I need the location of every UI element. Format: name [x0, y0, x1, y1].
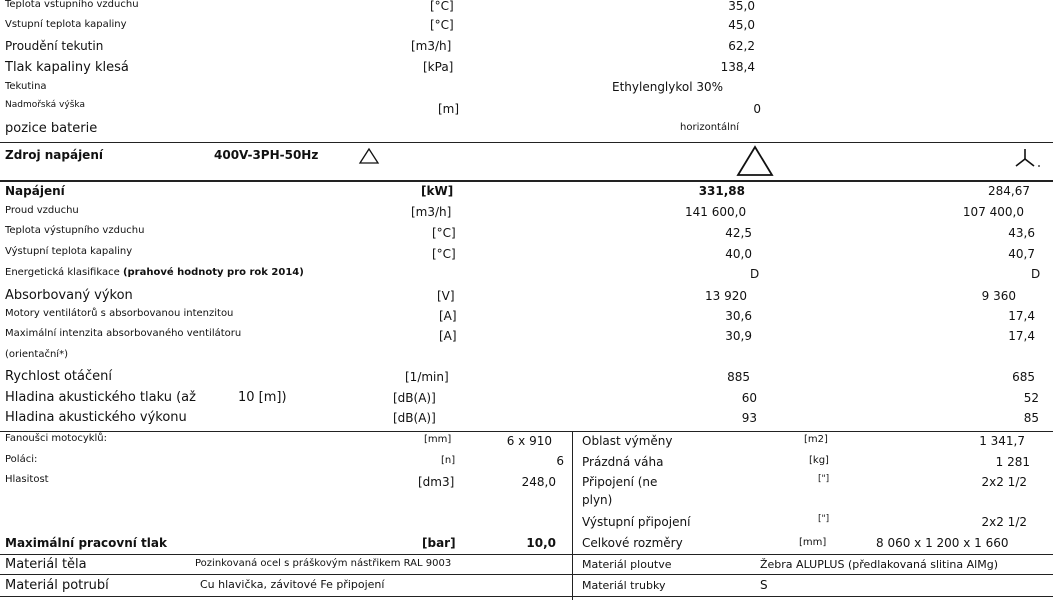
max-fan-current-star: 17,4	[1008, 329, 1035, 343]
fans-label: Fanoušci motocyklů:	[5, 433, 108, 444]
fluid-flow-unit: [m3/h]	[411, 39, 452, 53]
outlet-liquid-temp-star: 40,7	[1008, 247, 1035, 261]
fans-value: 6 x 910	[506, 434, 552, 448]
max-fan-current-unit: [A]	[439, 329, 457, 343]
sound-pressure-delta: 60	[741, 391, 757, 405]
rotation-speed-label: Rychlost otáčení	[5, 369, 112, 384]
altitude-value: 0	[753, 102, 761, 116]
inlet-liquid-temp-unit: [°C]	[430, 18, 454, 32]
divider	[0, 554, 1053, 555]
inlet-connection-label: Připojení (ne	[582, 475, 658, 489]
energy-class-label	[5, 268, 304, 278]
body-material-value: Pozinkovaná ocel s práškovým nástřikem RAL 9003	[195, 558, 452, 569]
outlet-air-temp-delta: 42,5	[725, 226, 752, 240]
rotation-speed-delta: 885	[727, 370, 750, 384]
inlet-connection-value: 2x2 1/2	[981, 475, 1027, 489]
outlet-liquid-temp-delta: 40,0	[725, 247, 752, 261]
pressure-drop-unit: [kPa]	[423, 60, 454, 74]
energy-class-star: D	[1031, 267, 1041, 281]
power-supply-label: Zdroj napájení	[5, 148, 103, 162]
power-input-delta: 331,88	[698, 184, 745, 198]
pressure-drop-label: Tlak kapaliny klesá	[5, 60, 129, 75]
divider	[0, 180, 1053, 182]
airflow-label: Proud vzduchu	[5, 205, 79, 216]
fin-material-label: Materiál ploutve	[582, 558, 672, 571]
inlet-liquid-temp-value: 45,0	[728, 18, 755, 32]
outlet-connection-unit: ["]	[818, 514, 830, 524]
inlet-connection-unit: ["]	[818, 474, 830, 484]
airflow-delta: 141 600,0	[685, 205, 747, 219]
battery-position-label: pozice baterie	[5, 121, 98, 136]
absorbed-power-label: Absorbovaný výkon	[5, 288, 133, 303]
volume-label: Hlasitost	[5, 474, 49, 485]
outlet-connection-label: Výstupní připojení	[582, 515, 691, 529]
sound-pressure-label: Hladina akustického tlaku (až	[5, 390, 196, 405]
empty-weight-label: Prázdná váha	[582, 455, 664, 469]
inlet-air-temp-unit: [°C]	[430, 0, 454, 13]
delta-large-icon	[735, 145, 775, 177]
outlet-liquid-temp-unit: [°C]	[432, 247, 456, 261]
max-fan-current-delta: 30,9	[725, 329, 752, 343]
star-wye-icon	[1013, 147, 1041, 169]
power-input-star: 284,67	[988, 184, 1030, 198]
sound-power-delta: 93	[741, 411, 757, 425]
divider	[0, 431, 1053, 432]
airflow-unit: [m3/h]	[411, 205, 452, 219]
absorbed-power-unit: [V]	[437, 289, 455, 303]
power-input-label: Napájení	[5, 184, 65, 198]
energy-class-label-bold: (prahové hodnoty pro rok 2014)	[122, 267, 304, 278]
max-pressure-label: Maximální pracovní tlak	[5, 536, 167, 550]
divider	[0, 596, 1053, 597]
inlet-air-temp-label: Teplota vstupního vzduchu	[5, 0, 139, 10]
fans-unit: [mm]	[424, 434, 452, 445]
sound-pressure-distance: 10 [m])	[238, 390, 287, 405]
fan-motor-current-delta: 30,6	[725, 309, 752, 323]
inlet-liquid-temp-label: Vstupní teplota kapaliny	[5, 19, 127, 30]
absorbed-power-delta: 13 920	[705, 289, 747, 303]
poles-label: Poláci:	[5, 454, 38, 465]
empty-weight-value: 1 281	[995, 455, 1030, 469]
exchange-area-unit: [m2]	[804, 434, 828, 445]
fluid-value: Ethylenglykol 30%	[612, 80, 724, 94]
outlet-air-temp-star: 43,6	[1008, 226, 1035, 240]
battery-position-value: horizontální	[680, 122, 739, 133]
energy-class-label-text: Energetická klasifikace	[5, 267, 120, 278]
absorbed-power-star: 9 360	[981, 289, 1016, 303]
pressure-drop-value: 138,4	[720, 60, 755, 74]
pipe-material-value: Cu hlavička, závitové Fe připojení	[200, 578, 385, 591]
overall-dimensions-label: Celkové rozměry	[582, 536, 683, 550]
outlet-connection-value: 2x2 1/2	[981, 515, 1027, 529]
tube-material-value: S	[760, 578, 768, 592]
outlet-liquid-temp-label: Výstupní teplota kapaliny	[5, 246, 133, 257]
sound-pressure-star: 52	[1023, 391, 1039, 405]
rotation-speed-star: 685	[1012, 370, 1035, 384]
sound-power-label: Hladina akustického výkonu	[5, 410, 187, 425]
overall-dimensions-value: 8 060 x 1 200 x 1 660	[876, 536, 1009, 550]
fan-motor-current-star: 17,4	[1008, 309, 1035, 323]
volume-unit: [dm3]	[418, 475, 455, 489]
fin-material-value: Žebra ALUPLUS (předlakovaná slitina AlMg)	[760, 558, 998, 571]
tube-material-label: Materiál trubky	[582, 579, 666, 592]
overall-dimensions-unit: [mm]	[799, 537, 827, 548]
energy-class-delta: D	[750, 267, 760, 281]
exchange-area-value: 1 341,7	[979, 434, 1025, 448]
fluid-flow-label: Proudění tekutin	[5, 39, 104, 53]
fan-motor-current-label: Motory ventilátorů s absorbovanou intenzitou	[5, 308, 234, 319]
poles-unit: [n]	[441, 455, 456, 466]
power-input-unit: [kW]	[421, 184, 454, 198]
fluid-label: Tekutina	[5, 81, 47, 92]
fan-motor-current-unit: [A]	[439, 309, 457, 323]
poles-value: 6	[556, 454, 564, 468]
sound-power-unit: [dB(A)]	[393, 411, 436, 425]
max-pressure-value: 10,0	[526, 536, 556, 550]
inlet-air-temp-value: 35,0	[728, 0, 755, 13]
max-fan-current-label-2: (orientační*)	[5, 349, 68, 360]
outlet-air-temp-unit: [°C]	[432, 226, 456, 240]
altitude-label: Nadmořská výška	[5, 100, 85, 110]
sound-power-star: 85	[1023, 411, 1039, 425]
exchange-area-label: Oblast výměny	[582, 434, 673, 448]
delta-triangle-icon	[358, 147, 380, 165]
max-pressure-unit: [bar]	[422, 536, 456, 550]
max-fan-current-label: Maximální intenzita absorbovaného ventilátoru	[5, 328, 242, 339]
rotation-speed-unit: [1/min]	[405, 370, 449, 384]
altitude-unit: [m]	[438, 102, 460, 116]
pipe-material-label: Materiál potrubí	[5, 578, 109, 593]
divider	[0, 574, 1053, 575]
fluid-flow-value: 62,2	[728, 39, 755, 53]
outlet-air-temp-label: Teplota výstupního vzduchu	[5, 225, 145, 236]
power-supply-value: 400V-3PH-50Hz	[214, 148, 319, 162]
empty-weight-unit: [kg]	[809, 455, 829, 466]
airflow-star: 107 400,0	[962, 205, 1024, 219]
body-material-label: Materiál těla	[5, 557, 87, 572]
divider	[0, 142, 1053, 143]
inlet-connection-label-2: plyn)	[582, 493, 613, 507]
volume-value: 248,0	[521, 475, 556, 489]
sound-pressure-unit: [dB(A)]	[393, 391, 436, 405]
